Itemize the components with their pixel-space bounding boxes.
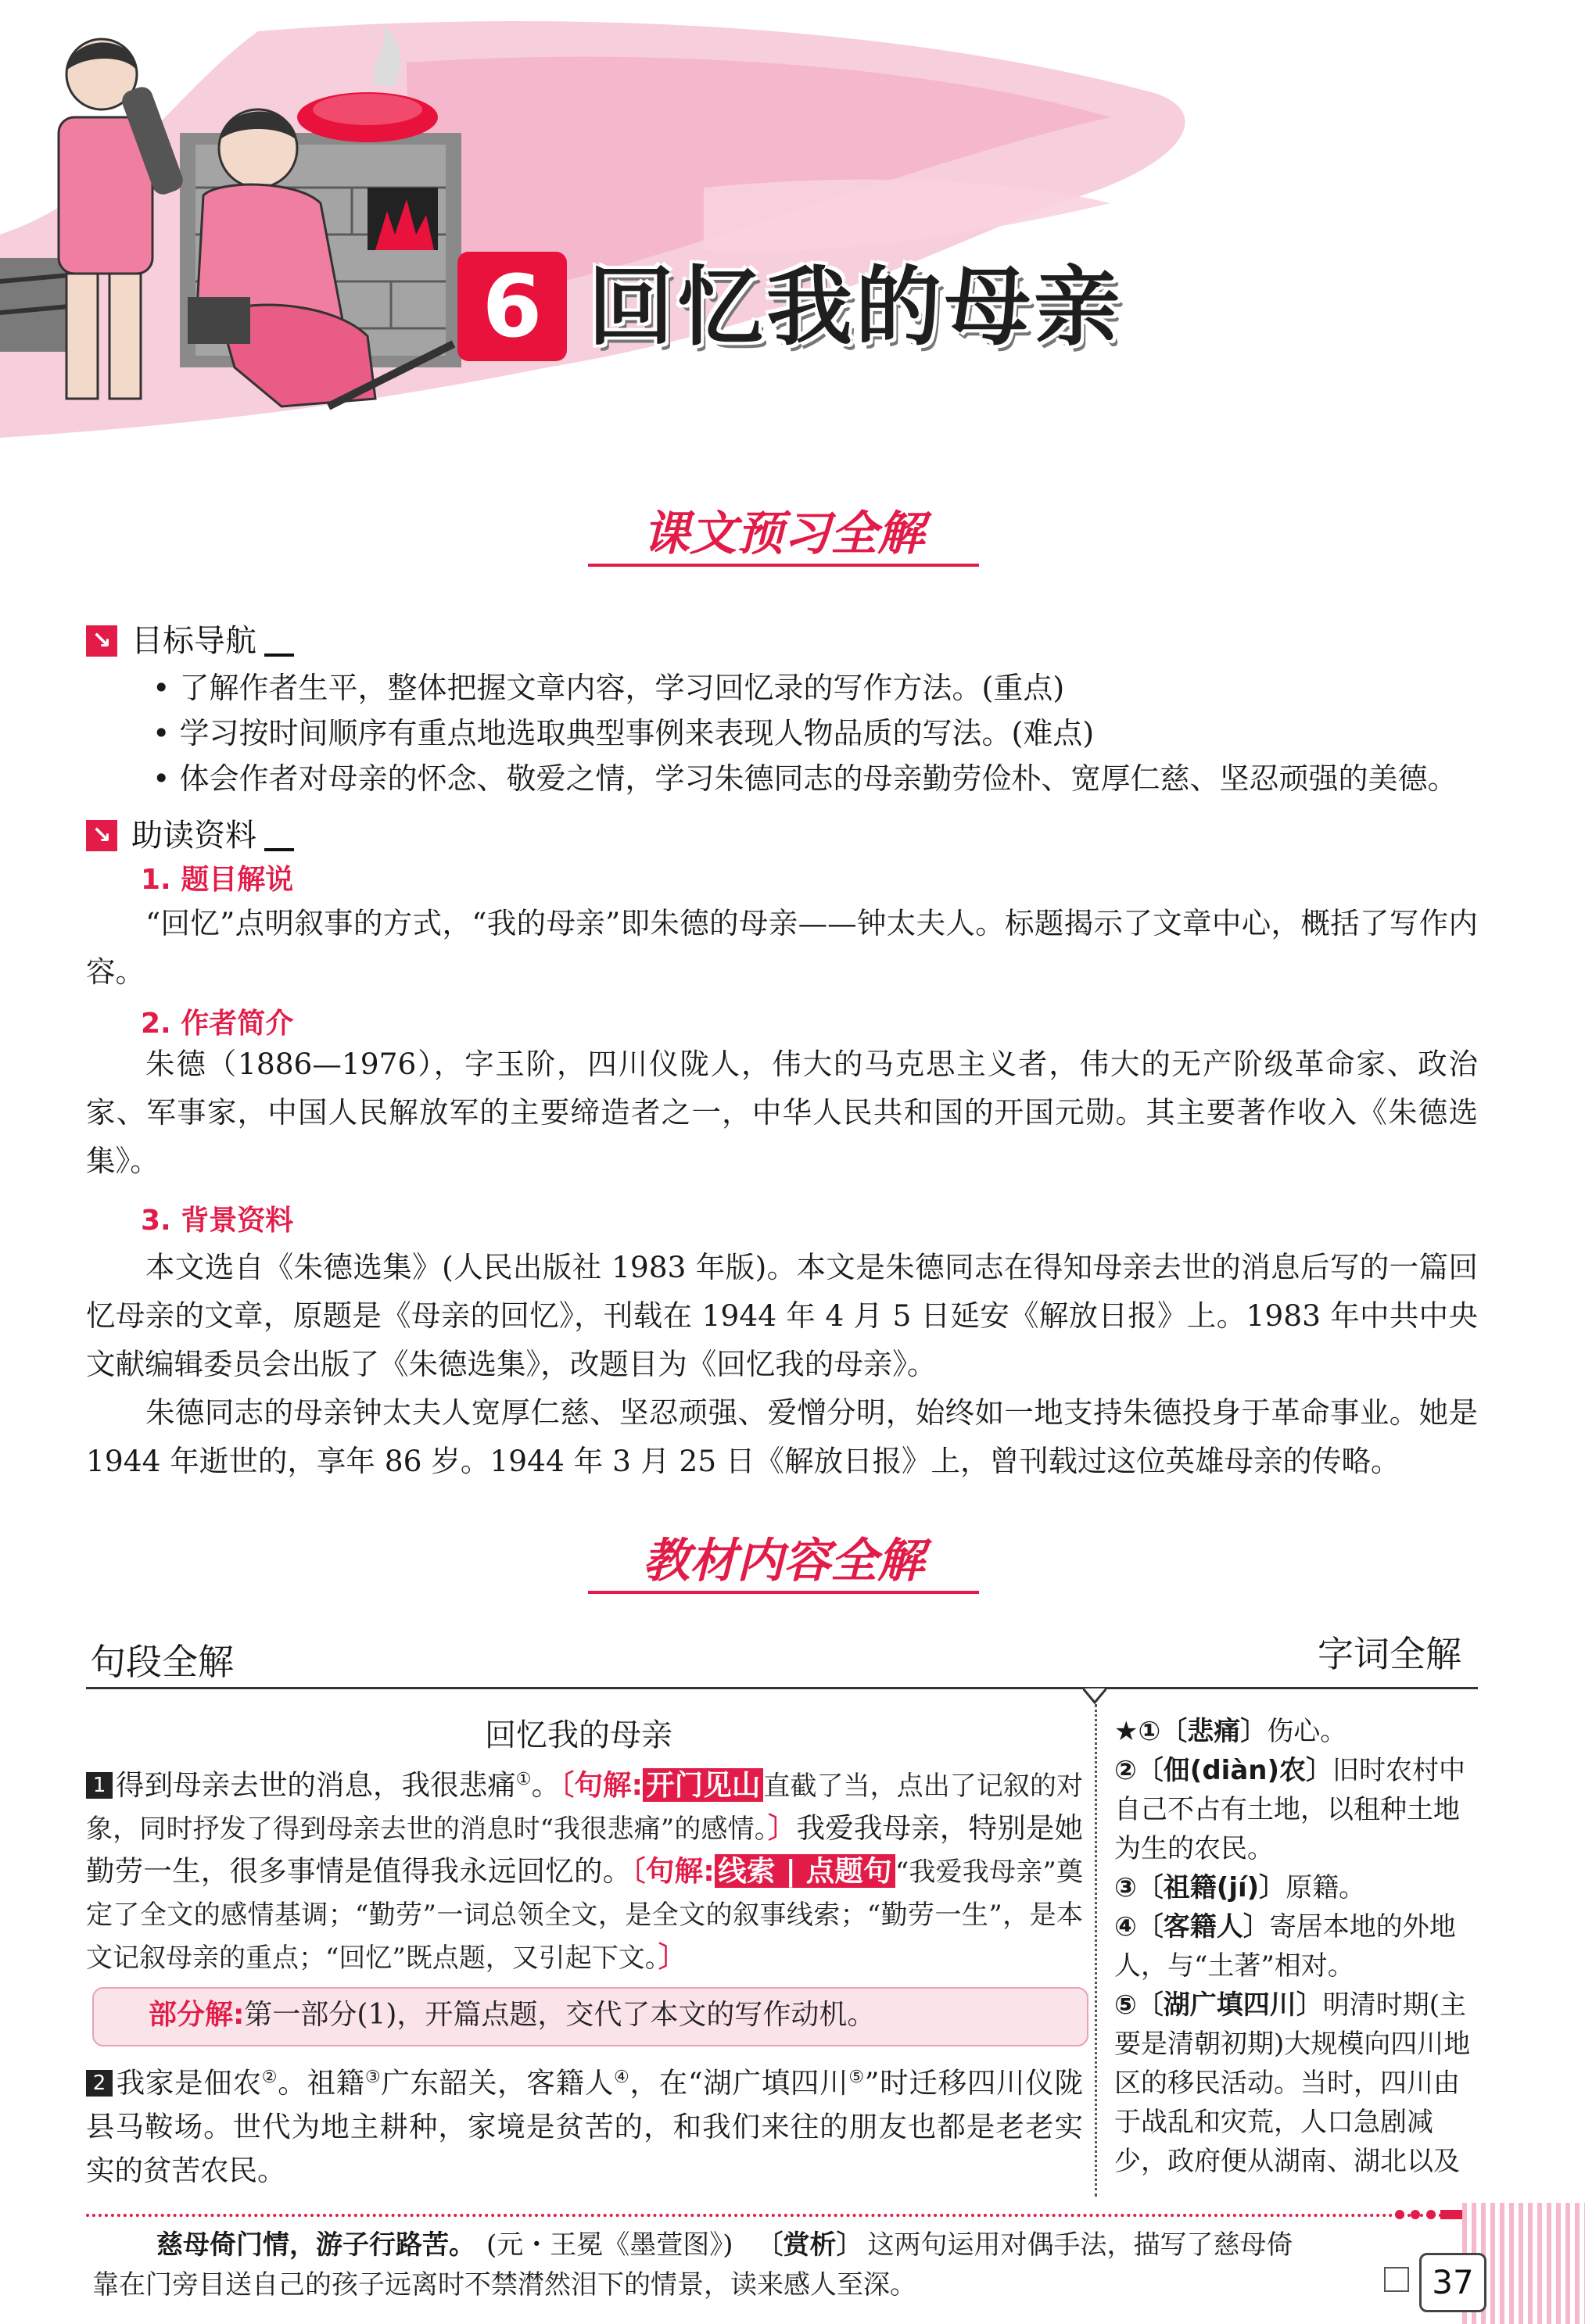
illustration-mother-son (0, 0, 1585, 446)
footer-dots-icon (1392, 2208, 1470, 2222)
header-banner (0, 0, 1585, 446)
subheading-title-explanation: 1. 题目解说 (141, 864, 294, 896)
glossary-definition: 寄居本地的外地人，与“土著”相对。 (1114, 1911, 1456, 1982)
paragraph-number: 1 (86, 1772, 113, 1799)
article-paragraph-2 (86, 2056, 1083, 2193)
annotation-label: 句解: (574, 1768, 644, 1803)
goal-item: • 了解作者生平，整体把握文章内容，学习回忆录的写作方法。(重点) (152, 671, 1065, 705)
goal-item: • 体会作者对母亲的怀念、敬爱之情，学习朱德同志的母亲勤劳俭朴、宽厚仁慈、坚忍顽强的美德。 (152, 761, 1458, 796)
page-number: 37 (1419, 2253, 1486, 2312)
column-header-words: 字词全解 (1318, 1633, 1461, 1675)
checkbox-icon (1384, 2267, 1409, 2292)
footnote-marker: ② (261, 2068, 278, 2087)
footnote-marker: ① (515, 1770, 532, 1789)
goals-heading-text: 目标导航 (131, 623, 256, 659)
glossary-entry (1114, 1868, 1482, 1907)
column-divider (1095, 1704, 1097, 2197)
heading-bar (264, 654, 294, 657)
part-summary (149, 1992, 875, 2039)
column-header-rule (86, 1687, 1478, 1689)
glossary-entry (1114, 1712, 1482, 1751)
annotation-label: 句解: (645, 1854, 715, 1889)
glossary-term: ④〔客籍人〕 (1114, 1911, 1270, 1943)
paragraph-number: 2 (86, 2070, 113, 2097)
text: 广东韶关，客籍人 (381, 2066, 615, 2100)
arrow-icon: ↘ (86, 625, 117, 657)
glossary-term: ★①〔悲痛〕 (1114, 1716, 1268, 1747)
bracket: 〔 (560, 1768, 575, 1803)
text: 。祖籍 (278, 2066, 365, 2100)
footnote-marker: ⑤ (848, 2068, 865, 2087)
annotation-text: 直截了当，点出了记叙的对象，同时抒发了得到母亲去世的消息时“我很悲痛”的感情。 (86, 1771, 1084, 1846)
summary-label: 部分解: (149, 1999, 245, 2031)
text: 我家是佃农 (116, 2066, 262, 2100)
text: 我爱我母亲，特别是她勤劳一生，很多事情是值得我永远回忆的。 (86, 1811, 1084, 1889)
bracket: 〕 (658, 1940, 687, 1975)
section-heading-preview: 课文预习全解 (643, 507, 924, 561)
glossary-entry (1114, 1751, 1482, 1868)
text: ”时迁移四川仪陇县马鞍场。世代为地主耕种，家境是贫苦的，和我们来往的朋友也都是老老实实的贫苦农民。 (86, 2066, 1083, 2188)
glossary-entry (1114, 1907, 1482, 1986)
poem-source: (元・王冕《墨萱图》) (486, 2229, 733, 2261)
glossary-term: ③〔祖籍(jí)〕 (1114, 1872, 1286, 1903)
heading-bar (264, 848, 294, 851)
bracket: 〕 (767, 1811, 797, 1846)
article-title: 回忆我的母亲 (485, 1717, 672, 1753)
lesson-number-badge: 6 (457, 252, 567, 361)
paragraph-title-explanation: “回忆”点明叙事的方式，“我的母亲”即朱德的母亲——钟太夫人。标题揭示了文章中心，概括了写作内容。 (86, 906, 1478, 989)
paragraph-author: 朱德（1886—1976），字玉阶，四川仪陇人，伟大的马克思主义者，伟大的无产阶级革命家、政治家、军事家，中国人民解放军的主要缔造者之一，中华人民共和国的开国元勋。其主要著作收入《朱德选集》。 (86, 1047, 1478, 1178)
appreciation-text: 这两句运用对偶手法，描写了慈母倚 (867, 2229, 1293, 2261)
glossary-term: ⑤〔湖广填四川〕 (1114, 1989, 1323, 2021)
summary-text: 第一部分(1)，开篇点题，交代了本文的写作动机。 (244, 1999, 876, 2031)
lesson-title: 回忆我的母亲 (588, 257, 1123, 357)
footnote-marker: ③ (364, 2068, 382, 2087)
text: ，在“湖广填四川 (629, 2066, 849, 2100)
subheading-background: 3. 背景资料 (141, 1205, 294, 1237)
goals-heading (86, 621, 294, 661)
notch-icon (1083, 1688, 1106, 1704)
paragraph-background-2: 朱德同志的母亲钟太夫人宽厚仁慈、坚忍顽强、爱憎分明，始终如一地支持朱德投身于革命事业。她是 1944 年逝世的，享年 86 岁。1944 年 3 月 25 日《解放日报》上，曾刊载过这位英雄母亲的传略。 (86, 1395, 1478, 1478)
section-heading-underline (588, 1591, 979, 1594)
goal-item: • 学习按时间顺序有重点地选取典型事例来表现人物品质的写法。(难点) (152, 716, 1095, 750)
annotation-highlight: 线索 | 点题句 (715, 1854, 895, 1888)
glossary-definition: 伤心。 (1267, 1716, 1347, 1747)
footer-line-1 (156, 2226, 1293, 2265)
reading-heading-text: 助读资料 (131, 818, 256, 854)
annotation-text: “我爱我母亲”奠定了全文的感情基调；“勤劳”一词总领全文，是全文的叙事线索；“勤劳一生”，是本文记叙母亲的重点；“回忆”既点题，又引起下文。 (86, 1857, 1084, 1975)
glossary (1114, 1712, 1482, 2181)
footer-rule (86, 2214, 1462, 2217)
glossary-entry (1114, 1986, 1482, 2181)
glossary-term: ②〔佃(diàn)农〕 (1114, 1755, 1333, 1786)
text: 。 (531, 1768, 561, 1803)
bracket: 〔 (631, 1854, 646, 1889)
subheading-author: 2. 作者简介 (141, 1008, 294, 1040)
arrow-icon: ↘ (86, 820, 117, 851)
glossary-definition: 明清时期(主要是清朝初期)大规模向四川地区的移民活动。当时，四川由于战乱和灾荒，人口急剧减少，政府便从湖南、湖北以及 (1114, 1989, 1471, 2177)
poem-quote: 慈母倚门情，游子行路苦。 (156, 2229, 475, 2261)
footer-line-2: 靠在门旁目送自己的孩子远离时不禁潸然泪下的情景，读来感人至深。 (92, 2269, 916, 2301)
article-paragraph-1 (86, 1759, 1083, 1979)
annotation-highlight: 开门见山 (643, 1768, 763, 1802)
glossary-definition: 旧时农村中自己不占有土地，以租种土地为生的农民。 (1114, 1755, 1466, 1864)
section-heading-content: 教材内容全解 (643, 1534, 924, 1588)
section-heading-underline (588, 564, 979, 567)
reading-heading (86, 815, 294, 856)
glossary-definition: 原籍。 (1286, 1872, 1366, 1903)
column-header-sentences: 句段全解 (90, 1641, 234, 1683)
text: 得到母亲去世的消息，我很悲痛 (116, 1768, 516, 1803)
paragraph-background: 本文选自《朱德选集》(人民出版社 1983 年版)。本文是朱德同志在得知母亲去世的消息后写的一篇回忆母亲的文章，原题是《母亲的回忆》，刊载在 1944 年 4 月 5 日延安《解放日报》上。1983 年中共中央文献编辑委员会出版了《朱德选集》，改题目为《回忆我的母亲》。 (86, 1250, 1478, 1381)
appreciation-label: 〔赏析〕 (756, 2229, 863, 2261)
footnote-marker: ④ (614, 2068, 630, 2087)
